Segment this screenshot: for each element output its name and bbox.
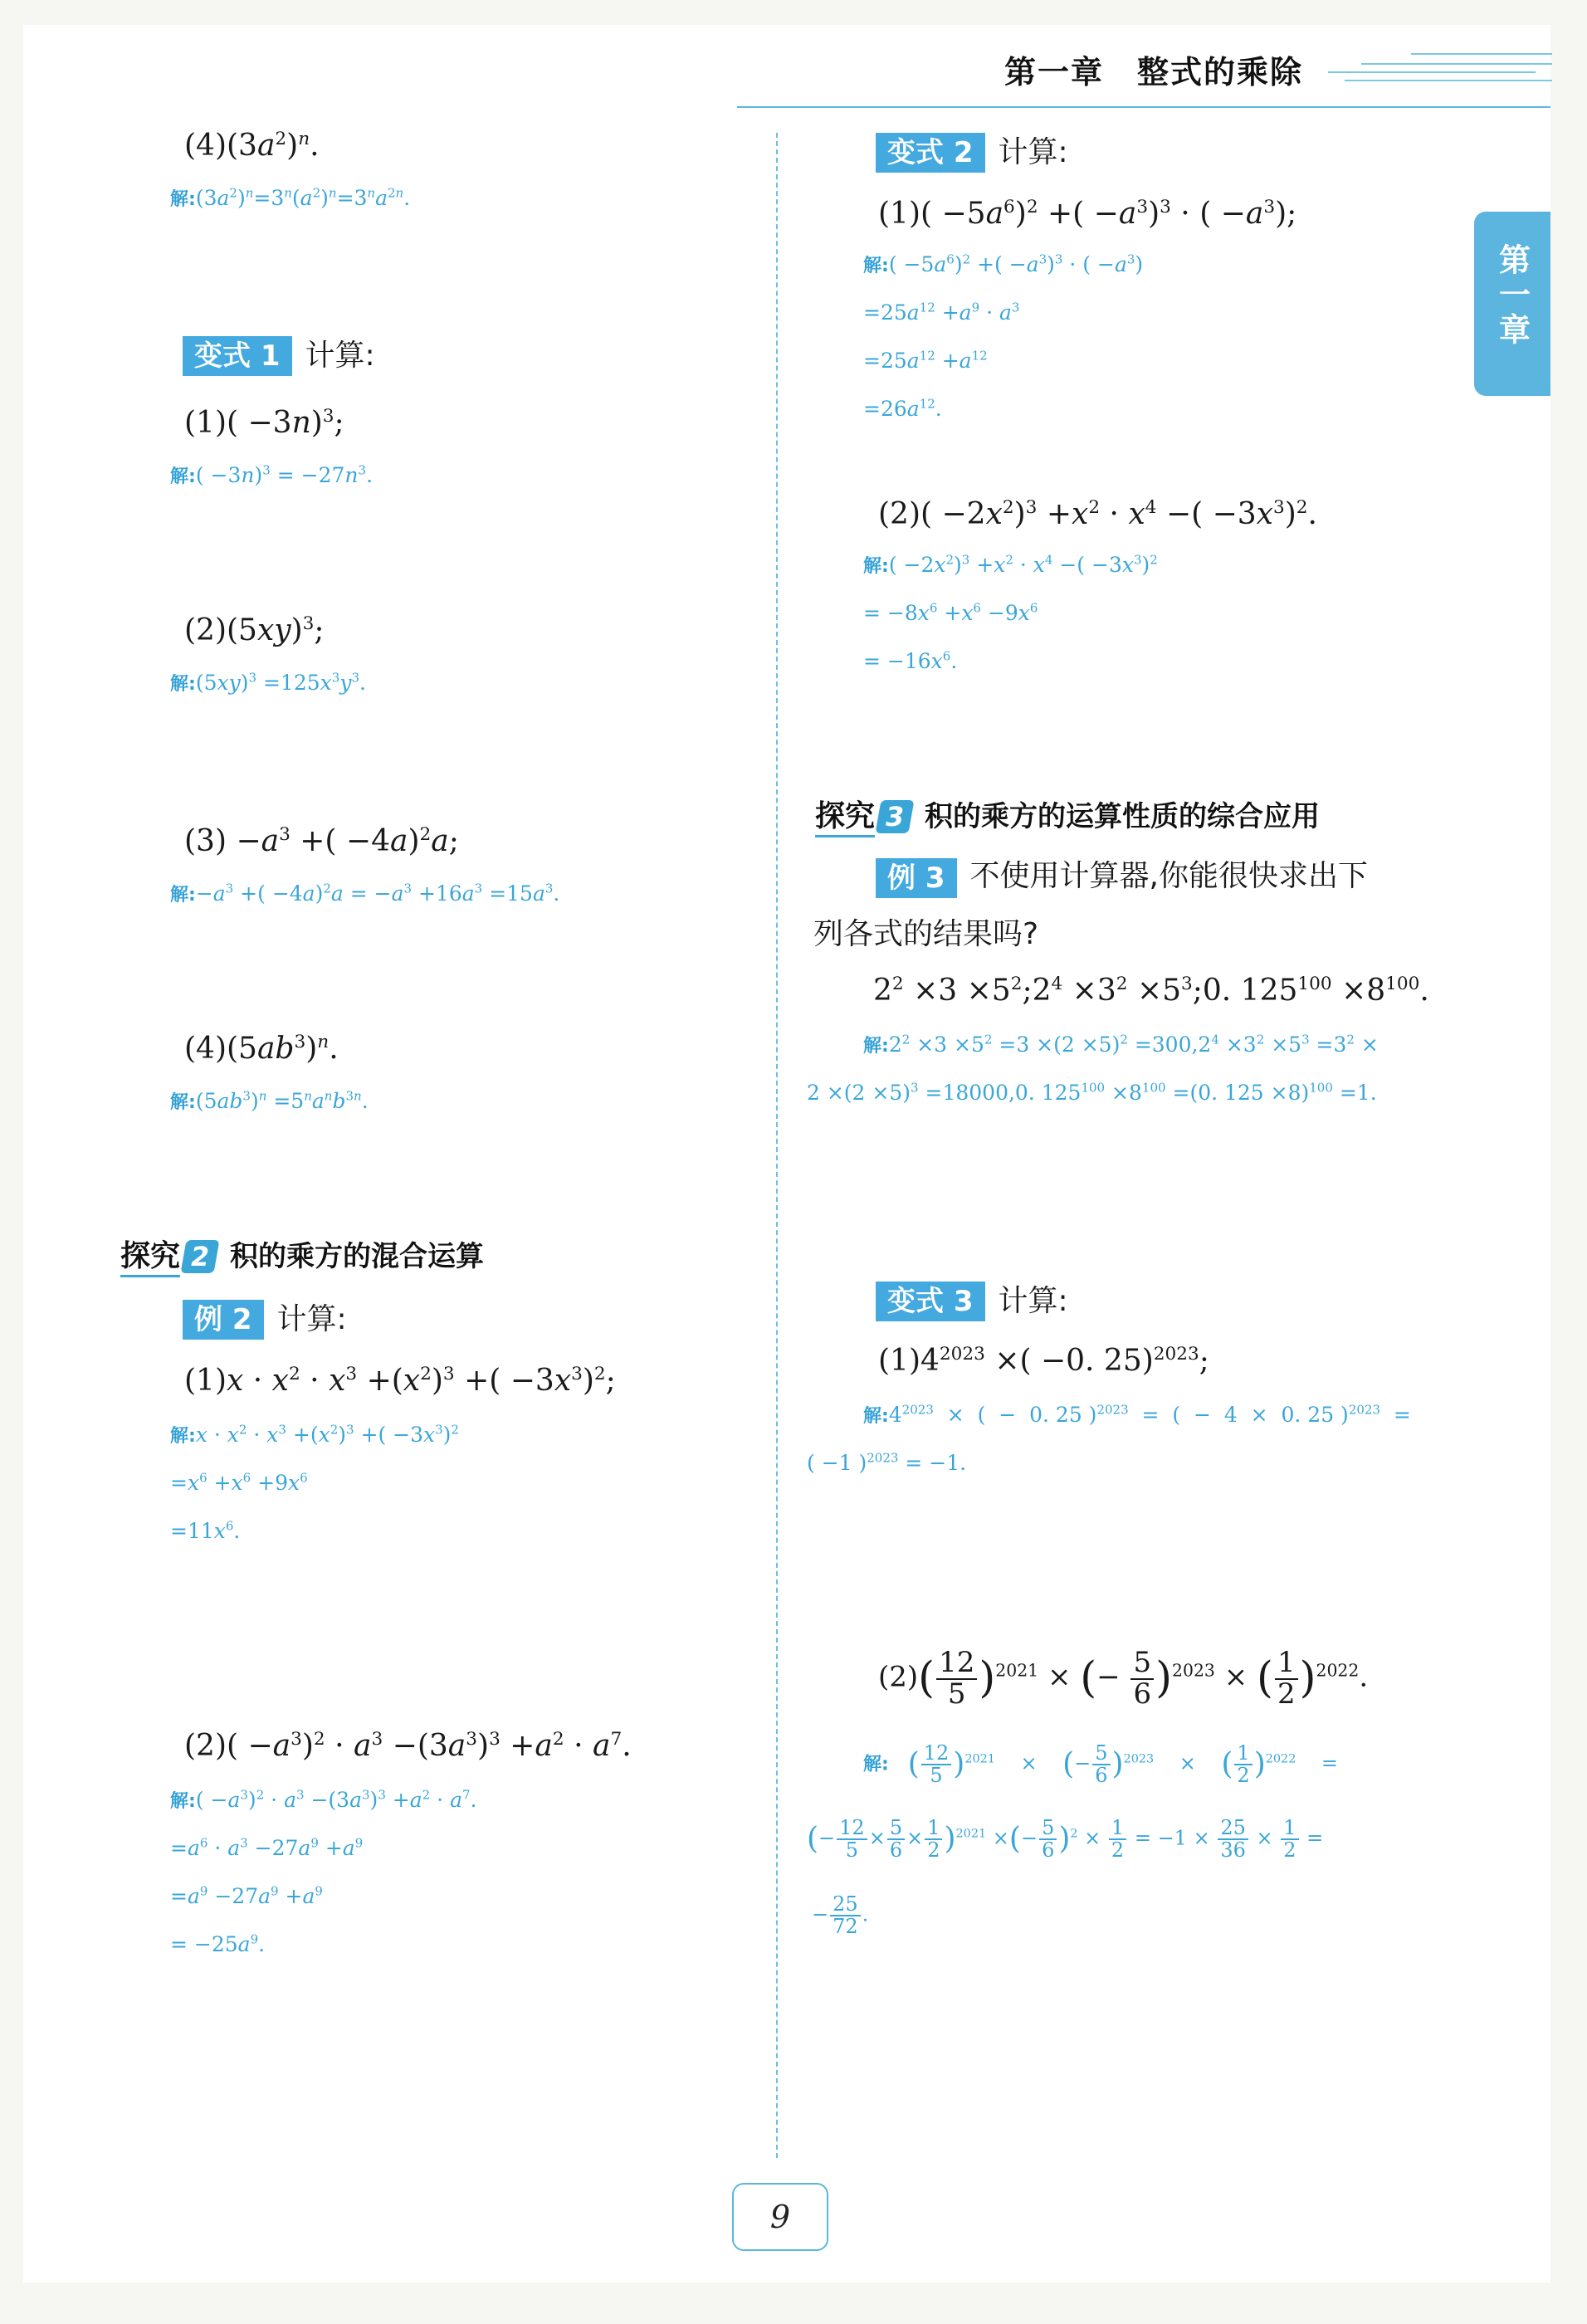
chapter-header xyxy=(1004,46,1303,92)
header-deco-line xyxy=(1361,63,1552,65)
v3-solution-2: 解: ( $\frac{12}{5}$ )$^{2021}$ × (− $\frac{5}{6}$ )$^{2023}$ × ( $\frac{1}{2}$ )$^{2022}$ = xyxy=(863,1741,1338,1788)
solution-label: 解: xyxy=(863,1406,889,1427)
v3-solution-1: 解$:4^{2023}$ × ( − 0. 25 )$^{2023}$ = ( − 4 × 0. 25 )$^{2023}$ = xyxy=(863,1402,1411,1427)
v1-question-4: $(4)(5ab^3)^n$. xyxy=(184,1032,339,1066)
explore-3-number: 3 xyxy=(875,800,914,833)
explore-2-title: 积的乘方的混合运算 xyxy=(230,1240,485,1273)
example-3-solution: 解$:2^2 \times 3 \times 5^2 =3 \times(2 \times 5)^2 =300,2^4 \times 3^2 \times 5^3 =3^2$ × xyxy=(863,1032,1379,1057)
chapter-title: 整式的乘除 xyxy=(1137,54,1304,90)
v2-solution-1-step: $=25a^{12} +a^{12}$ xyxy=(863,348,988,373)
solution-label: 解: xyxy=(170,189,196,210)
solution-4: 解$:(3a^2)^n=3^n(a^2)^n=3^na^{2n}$. xyxy=(170,185,411,210)
v3-question-1: $(1)4^{2023}$ ×( −0. 25)$^{2023}$; xyxy=(878,1344,1209,1378)
v1-question-3: $(3) -a^3$ +( −4a)$^2$a; xyxy=(184,824,459,858)
chapter-number: 第一章 xyxy=(1004,54,1105,90)
v2-solution-2-step: = $-8x^6 +x^6 -9x^6$ xyxy=(863,600,1038,625)
ex2-question-1: $(1)x \cdot x^2 \cdot x^3 +(x^2)^3$ +( $-3x^3)^2$; xyxy=(184,1364,616,1398)
variant-1-heading xyxy=(183,336,375,376)
v1-question-2: $(2)(5xy)^3$; xyxy=(184,613,325,647)
v3-solution-2-step: (− $\frac{12}{5}$ × $\frac{5}{6}$ × $\frac{1}{2}$ )$^{2021}$ ×(− $\frac{5}{6}$ )$^2$ × $\frac{1}{2}$ = −1 × $\frac{25}{36}$ × $\frac{1}{2}$ = xyxy=(807,1816,1324,1863)
column-divider xyxy=(776,133,778,2158)
variant-3-tag: 变式 3 xyxy=(876,1282,985,1321)
chapter-side-tab xyxy=(1474,212,1550,396)
ex2-solution-2-step: $=a^6 \cdot a^3 -27a^9 +a^9$ xyxy=(170,1835,364,1860)
solution-label: 解: xyxy=(170,466,196,487)
example-3-expression: $2^2 \times 3$ $\times 5^2;2^4 \times 3^2$ $\times 5^3;0$. $125^{100} \times 8^{100}$. xyxy=(873,974,1429,1008)
v1-question-1: $(1)( -3n)^3$; xyxy=(184,406,344,440)
v1-solution-2: 解$:(5xy)^3 =125x^3y^3$. xyxy=(170,670,366,695)
example-2-heading xyxy=(183,1300,347,1340)
explore-2-word: 探究 xyxy=(120,1239,180,1277)
question-4: $(4)(3a^2)^n$. xyxy=(184,129,320,163)
solution-label: 解: xyxy=(170,1092,196,1113)
example-2-tag: 例 2 xyxy=(183,1300,264,1340)
variant-2-tag: 变式 2 xyxy=(876,133,985,173)
v3-solution-1-continued: ( −1 )$^{2023}$ = −1. xyxy=(807,1450,967,1475)
v1-solution-3: 解$:-a^3$ +( $-4a)^2a = -a^3 +16a^3 =15a^3$. xyxy=(170,881,560,906)
ex2-question-2: $(2)( -a^3)^2 \cdot a^3 -(3a^3)^3 +a^2 \cdot a^7$. xyxy=(184,1729,632,1763)
example-3-solution-continued: $2 \times(2 \times 5)^3 =18000,0$. $125^{100} \times 8^{100} =(0$. 125 ×8)$^{100}$ =1. xyxy=(807,1080,1377,1105)
page-number: 9 xyxy=(732,2183,828,2251)
side-tab-label: 第一章 xyxy=(1493,243,1531,348)
variant-2-label: 计算: xyxy=(998,135,1068,169)
header-deco-line xyxy=(1345,80,1552,81)
solution-label: 解: xyxy=(170,674,196,695)
variant-2-heading xyxy=(876,133,1068,173)
header-deco-line xyxy=(1411,53,1552,55)
solution-label: 解: xyxy=(170,1426,196,1447)
variant-3-label: 计算: xyxy=(998,1284,1068,1318)
v2-solution-1-step: $=26a^{12}$. xyxy=(863,396,942,421)
example-3-text-continued: 列各式的结果吗? xyxy=(813,917,1039,951)
ex2-solution-1-step: $=11x^6$. xyxy=(170,1518,241,1543)
explore-3-word: 探究 xyxy=(815,799,875,837)
ex2-solution-2: 解:( $-a^3)^2 \cdot a^3 -(3a^3)^3 +a^2 \cdot a^7$. xyxy=(170,1787,477,1812)
solution-label: 解: xyxy=(170,1791,196,1812)
v3-question-2: (2)( $\frac{12}{5}$ )$^{2021}$ × (− $\frac{5}{6}$ )$^{2023}$ × ( $\frac{1}{2}$ )$^{2022}$. xyxy=(878,1646,1369,1711)
ex2-solution-2-step: = $-25a^9$. xyxy=(170,1931,266,1956)
solution-label: 解: xyxy=(863,256,889,276)
header-rule xyxy=(737,106,1550,108)
v2-question-1: $(1)( -5a^6)^2$ +( $-a^3)^3$ · ( $-a^3$); xyxy=(878,197,1297,231)
variant-1-label: 计算: xyxy=(305,339,375,373)
ex2-solution-2-step: $=a^9 -27a^9 +a^9$ xyxy=(170,1883,323,1908)
variant-3-heading xyxy=(876,1282,1068,1321)
v3-solution-2-result: − $\frac{25}{72}$ . xyxy=(812,1892,869,1939)
example-3-tag: 例 3 xyxy=(876,858,957,898)
v2-solution-2: 解:( $-2x^2)^3 +x^2 \cdot x^4$ −( $-3x^3)^2$ xyxy=(863,552,1158,577)
example-3-text: 不使用计算器,你能很快求出下 xyxy=(969,859,1368,893)
v1-solution-1: 解:( $-3n)^3 = -27n^3$. xyxy=(170,462,374,487)
v2-question-2: $(2)( -2x^2)^3 +x^2 \cdot x^4$ −( $-3x^3)^2$. xyxy=(878,497,1317,531)
header-deco-line xyxy=(1328,71,1536,73)
v2-solution-1: 解:( $-5a^6)^2$ +( $-a^3)^3$ · ( $-a^3$) xyxy=(863,251,1144,276)
ex2-solution-1-step: $=x^6 +x^6 +9x^6$ xyxy=(170,1470,308,1495)
v2-solution-2-step: = $-16x^6$. xyxy=(863,648,958,673)
example-2-label: 计算: xyxy=(276,1302,347,1336)
example-3-heading xyxy=(876,858,1368,898)
v1-solution-4: 解$:(5ab^3)^n =5^na^nb^{3n}$. xyxy=(170,1088,369,1113)
variant-1-tag: 变式 1 xyxy=(183,336,292,376)
v2-solution-1-step: $=25a^{12} +a^9 \cdot a^3$ xyxy=(863,300,1020,325)
solution-label: 解: xyxy=(863,556,889,577)
solution-label: 解: xyxy=(170,885,196,906)
solution-label: 解: xyxy=(863,1754,889,1775)
explore-3-heading xyxy=(815,798,1320,835)
solution-label: 解: xyxy=(863,1036,889,1057)
explore-3-title: 积的乘方的运算性质的综合应用 xyxy=(925,800,1321,833)
explore-2-heading xyxy=(120,1238,484,1275)
explore-2-number: 2 xyxy=(180,1240,219,1273)
ex2-solution-1: 解:x · $x^2 \cdot x^3 +(x^2)^3$ +( $-3x^3)^2$ xyxy=(170,1422,459,1447)
